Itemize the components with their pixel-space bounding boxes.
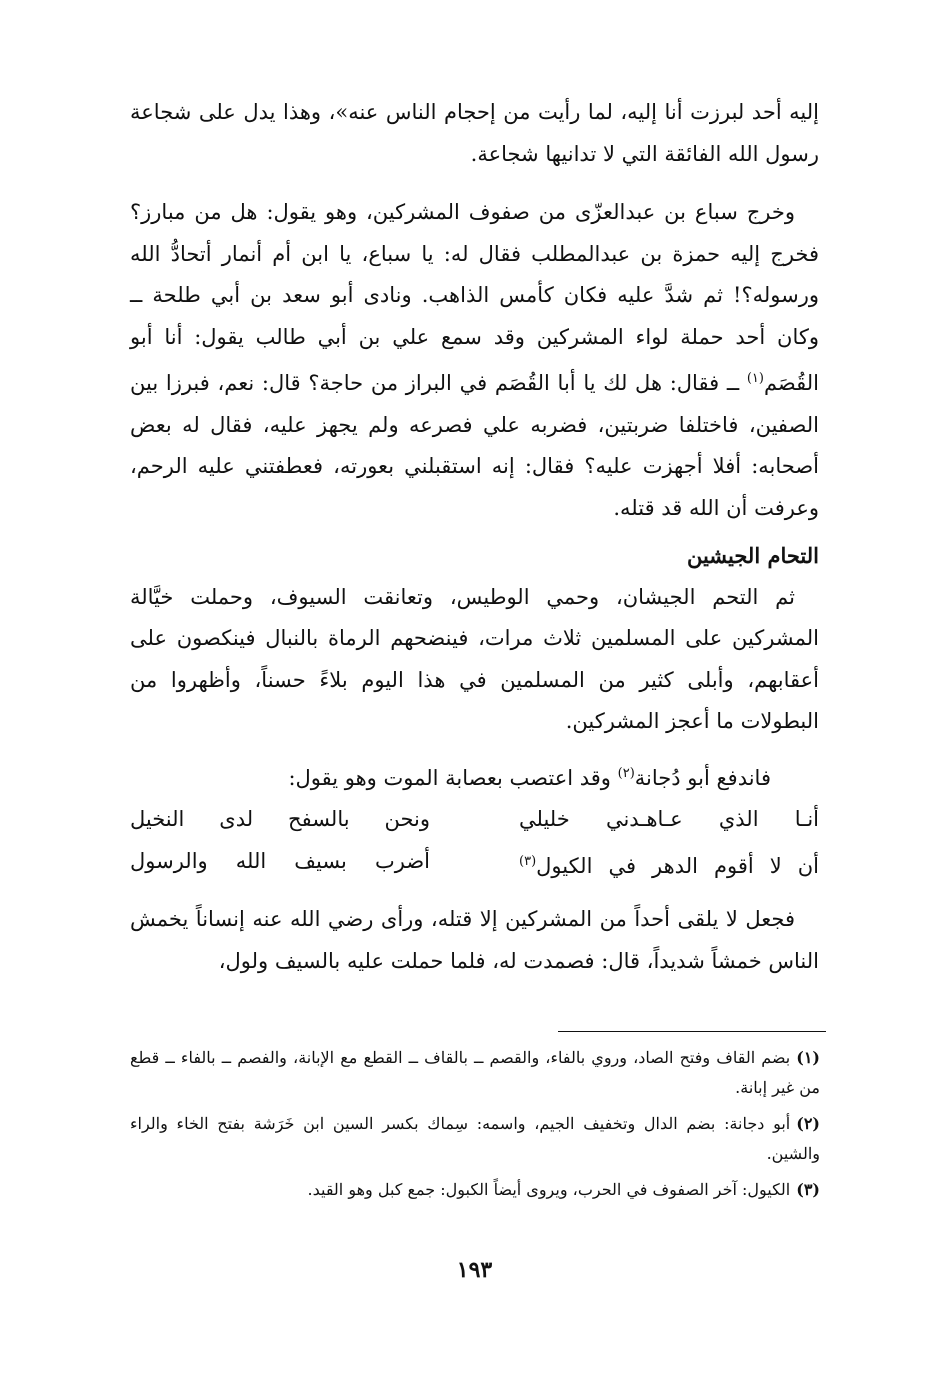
footnote-separator (558, 1031, 826, 1032)
footnote-ref-1[interactable]: (١) (746, 371, 764, 386)
verse-intro (130, 753, 771, 800)
paragraph-4-text: فجعل لا يلقى أحداً من المشركين إلا قتله، ورأى رضي الله عنه إنساناً يخمش الناس خمشاً شديداً، قال: فصمدت له، فلما حملت عليه بالسيف ولول، (130, 907, 819, 973)
main-text (130, 92, 819, 982)
footnotes (130, 1043, 820, 1211)
paragraph-2-text-b: ــ فقال: هل لك يا أبا القُصَم في البراز من حاجة؟ قال: نعم، فبرزا بين الصفين، فاختلفا ضربتين، فضربه علي فصرعه ولم يجهز عليه، فقال له بعض أصحابه: أفلا أجهزت عليه؟ فقال: إنه استقبلني بعورته، فعطفتني عليه الرحم، وعرفت أن الله قد قتله. (130, 371, 819, 520)
page-number: ١٩٣ (456, 1257, 493, 1283)
footnote-2-number: (٢) (796, 1114, 820, 1133)
footnote-ref-2[interactable]: (٢) (617, 765, 635, 781)
footnote-2 (130, 1109, 820, 1169)
verse-line-1 (130, 799, 819, 841)
paragraph-1 (130, 92, 819, 175)
footnote-2-text: أبو دجانة: بضم الدال وتخفيف الجيم، واسمه: سِماك بكسر السين ابن خَرَشة بفتح الخاء والراء والشين. (130, 1114, 820, 1163)
footnote-3-text: الكيول: آخر الصفوف في الحرب، ويروى أيضاً الكبول: جمع كبل وهو القيد. (307, 1180, 791, 1199)
verse-2-first-hemistich-text: أن لا أقوم الدهر في الكيول (536, 853, 819, 878)
footnote-ref-3[interactable]: (٣) (519, 853, 537, 869)
paragraph-2 (130, 192, 819, 529)
verse-2-second-hemistich: أضرب بسيف الله والرسول (130, 848, 430, 873)
verse-intro-text-b: وقد اعتصب بعصابة الموت وهو يقول: (288, 765, 618, 790)
paragraph-3-text: ثم التحم الجيشان، وحمي الوطيس، وتعانقت السيوف، وحملت خيَّالة المشركين على المسلمين ثلاث مرات، فينضحهم الرماة بالنبال فينكصون على أعقابهم، وأبلى كثير من المسلمين في هذا اليوم بلاءً حسناً، وأظهروا من البطولات ما أعجز المشركين. (130, 584, 819, 733)
verse-line-2 (130, 841, 819, 888)
verse-1-second-hemistich: ونحن بالسفح لدى النخيل (130, 807, 430, 831)
verse-1-first-hemistich: أنـا الذي عـاهـدني خليلي (519, 807, 819, 831)
footnote-3-number: (٣) (796, 1180, 820, 1199)
footnote-1-number: (١) (796, 1048, 820, 1067)
footnote-3 (130, 1175, 820, 1205)
footnote-1 (130, 1043, 820, 1103)
verse-intro-text-a: فاندفع أبو دُجانة (634, 765, 771, 790)
paragraph-3 (130, 577, 819, 743)
paragraph-1-text: إليه أحد لبرزت أنا إليه، لما رأيت من إحجام الناس عنه»، وهذا يدل على شجاعة رسول الله الفائقة التي لا تدانيها شجاعة. (130, 100, 819, 166)
section-heading: التحام الجيشين (686, 543, 819, 568)
paragraph-4 (130, 899, 819, 982)
verse-2-first-hemistich (519, 841, 819, 888)
footnote-1-text: بضم القاف وفتح الصاد، وروي بالفاء، والقصم ــ بالقاف ــ القطع مع الإبانة، والفصم ــ بالفاء ــ قطع من غير إبانة. (130, 1048, 820, 1097)
paragraph-2-text-a: وخرج سباع بن عبدالعزّى من صفوف المشركين، وهو يقول: هل من مبارز؟ فخرج إليه حمزة بن عبدالمطلب فقال له: يا سباع، يا ابن أم أنمار أتحادُّ الله ورسوله؟! ثم شدَّ عليه فكان كأمس الذاهب. ونادى أبو سعد بن أبي طلحة ــ وكان أحد حملة لواء المشركين وقد سمع علي بن أبي طالب يقول: أنا أبو القُصَم (130, 200, 819, 395)
